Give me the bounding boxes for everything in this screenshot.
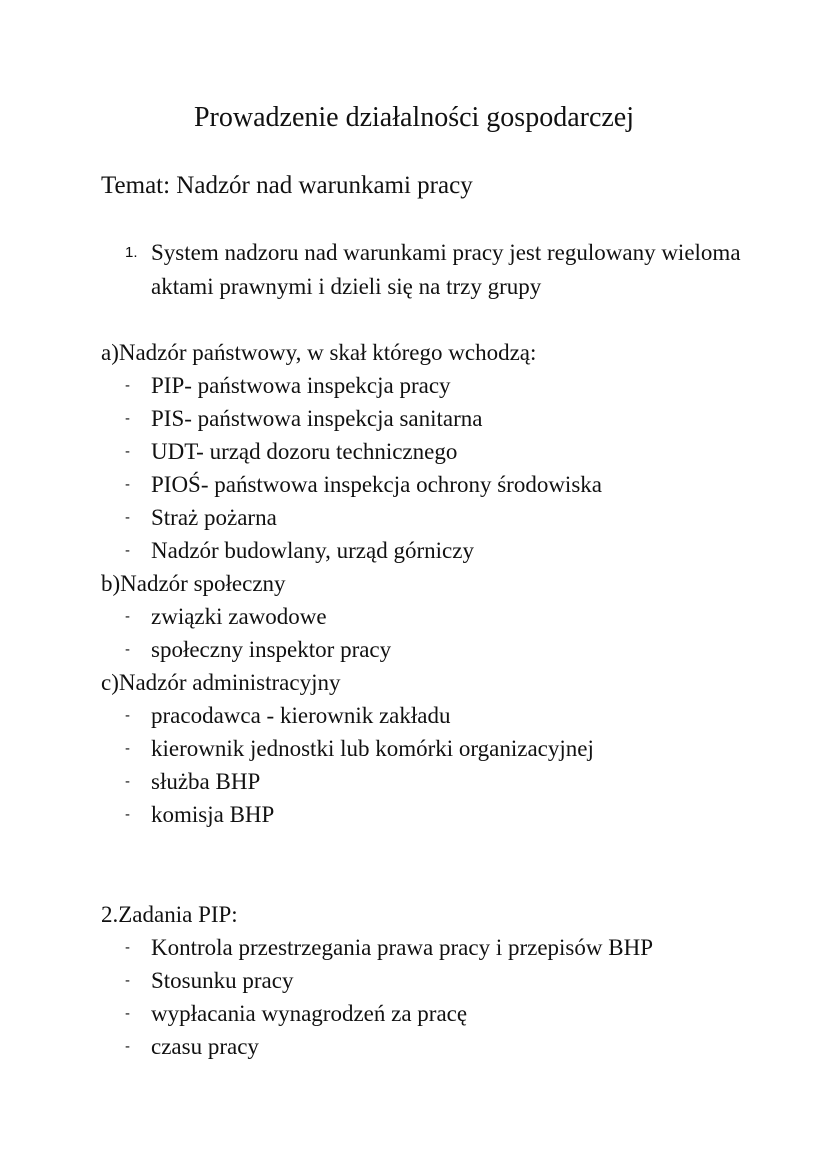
list-item-text: PIS- państwowa inspekcja sanitarna	[151, 406, 483, 431]
list-item	[101, 600, 741, 633]
group-b-list	[101, 600, 741, 666]
dash-bullet: -	[125, 608, 130, 625]
list-item	[101, 633, 741, 666]
topic-line: Temat: Nadzór nad warunkami pracy	[101, 172, 473, 199]
group-c-list	[101, 699, 741, 831]
numbered-point-1	[101, 236, 741, 303]
group-b-heading: b)Nadzór społeczny	[101, 571, 286, 596]
list-item-text: kierownik jednostki lub komórki organizacyjnej	[151, 736, 594, 761]
list-item-text: Straż pożarna	[151, 505, 277, 530]
list-item-text: Kontrola przestrzegania prawa pracy i przepisów BHP	[151, 935, 653, 960]
section-point-2	[101, 898, 741, 1063]
group-a-heading: a)Nadzór państwowy, w skał którego wchodzą:	[101, 340, 537, 365]
list-item	[101, 435, 741, 468]
dash-bullet: -	[125, 972, 130, 989]
document-title: Prowadzenie działalności gospodarczej	[193, 102, 635, 133]
list-item	[101, 964, 741, 997]
list-item	[101, 534, 741, 567]
point-2-list	[101, 931, 741, 1063]
dash-bullet: -	[125, 410, 130, 427]
list-item	[101, 997, 741, 1030]
dash-bullet: -	[125, 443, 130, 460]
list-item-text: PIOŚ- państwowa inspekcja ochrony środowiska	[151, 472, 602, 497]
list-item	[101, 369, 741, 402]
dash-bullet: -	[125, 476, 130, 493]
section-group-a	[101, 336, 741, 831]
dash-bullet: -	[125, 707, 130, 724]
dash-bullet: -	[125, 377, 130, 394]
point-2-heading: 2.Zadania PIP:	[101, 902, 238, 927]
list-item	[101, 501, 741, 534]
list-item	[101, 1030, 741, 1063]
list-item	[101, 699, 741, 732]
list-number: 1.	[125, 244, 138, 261]
dash-bullet: -	[125, 1038, 130, 1055]
list-item-text: Stosunku pracy	[151, 968, 294, 993]
point-1-text: System nadzoru nad warunkami pracy jest regulowany wieloma aktami prawnymi i dzieli się na trzy grupy	[151, 240, 741, 299]
list-item-text: Nadzór budowlany, urząd górniczy	[151, 538, 474, 563]
dash-bullet: -	[125, 806, 130, 823]
list-item-text: czasu pracy	[151, 1034, 259, 1059]
list-item-text: związki zawodowe	[151, 604, 327, 629]
list-item	[101, 798, 741, 831]
list-item	[101, 931, 741, 964]
list-item-text: PIP- państwowa inspekcja pracy	[151, 373, 451, 398]
list-item	[101, 732, 741, 765]
list-item-text: wypłacania wynagrodzeń za pracę	[151, 1001, 468, 1026]
group-c-heading: c)Nadzór administracyjny	[101, 670, 341, 695]
list-item-text: komisja BHP	[151, 802, 275, 827]
dash-bullet: -	[125, 542, 130, 559]
dash-bullet: -	[125, 773, 130, 790]
dash-bullet: -	[125, 939, 130, 956]
dash-bullet: -	[125, 641, 130, 658]
list-item	[101, 468, 741, 501]
list-item-text: UDT- urząd dozoru technicznego	[151, 439, 458, 464]
list-item-text: służba BHP	[151, 769, 261, 794]
list-item	[101, 765, 741, 798]
list-item-text: pracodawca - kierownik zakładu	[151, 703, 451, 728]
list-item-text: społeczny inspektor pracy	[151, 637, 392, 662]
dash-bullet: -	[125, 509, 130, 526]
group-a-list	[101, 369, 741, 567]
dash-bullet: -	[125, 740, 130, 757]
list-item	[101, 402, 741, 435]
dash-bullet: -	[125, 1005, 130, 1022]
